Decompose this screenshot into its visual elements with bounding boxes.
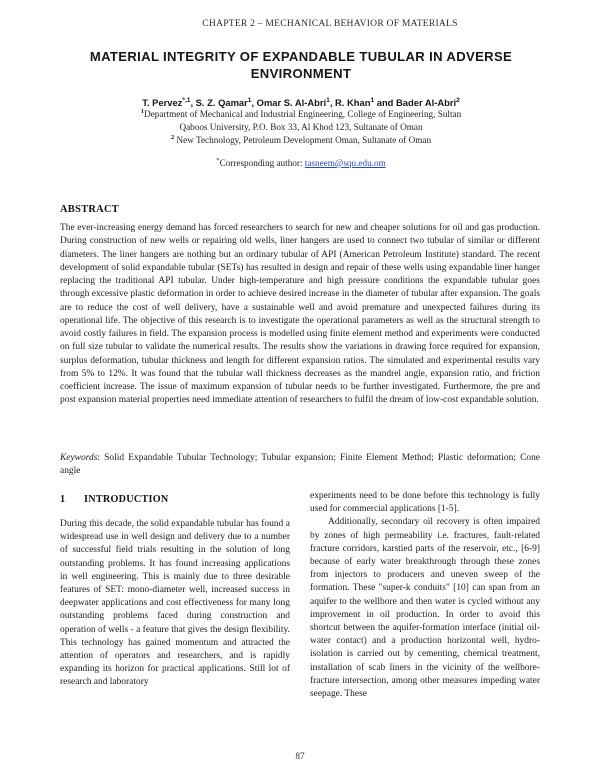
section-heading-introduction	[60, 494, 169, 505]
running-header: CHAPTER 2 – MECHANICAL BEHAVIOR OF MATERIALS	[202, 18, 458, 29]
author-affiliation-mark: 2	[456, 96, 460, 104]
author-name: Omar S. Al-Abri	[256, 97, 327, 108]
affiliation-text: Department of Mechanical and Industrial Engineering, College of Engineering, Sultan	[144, 109, 462, 119]
keywords-line	[60, 452, 540, 479]
abstract-heading: ABSTRACT	[60, 204, 119, 215]
affiliation-block	[62, 108, 540, 147]
section-number: 1	[60, 494, 66, 505]
corresponding-email-link[interactable]: tasneem@squ.edu.om	[304, 158, 386, 168]
paragraph: During this decade, the solid expandable tubular has found a widespread use in well design and delivery due to a number of successful field trials resulting in the solution of long outstanding problems. It has found increasing applications in well engineering. This is mainly due to three desirable features of SET: mono-diameter well, increased success in deepwater applications and cost effectiveness for many long outstanding problems faced during construction and operation of wells - a feature that gives the design flexibility. This technology has gained momentum and attracted the attention of operators and researchers, and is rapidly expanding its horizon for practical applications. Still lot of research and laboratory	[60, 519, 290, 688]
author-entry	[257, 97, 330, 108]
author-name: R. Khan	[335, 97, 371, 108]
affiliation-mark: 2	[170, 133, 175, 141]
section-title: INTRODUCTION	[84, 494, 169, 505]
corresponding-mark: *	[216, 156, 220, 164]
page-title: MATERIAL INTEGRITY OF EXPANDABLE TUBULAR IN ADVERSE ENVIRONMENT	[89, 49, 513, 81]
title-block	[62, 48, 540, 82]
paragraph: Additionally, secondary oil recovery is often impaired by zones of high permeability i.e. fractures, fault-related fracture corridors, karstied parts of the reservoir, etc., [6-9] because of early water breakthrough through these zones from injectors to producers and uneven sweep of the formation. These "super-k conduits" [10] can span from an aquifer to the wellbore and then water is cycled without any improvement in oil production. In order to avoid this shortcut between the aquifer-formation interface (initial oil-water contact) and a production horizontal well, hydro-isolation is carried out by cementing, chemical treatment, installation of scab liners in the vicinity of the wellbore-fracture intersection, among other measures impeding water seepage. These	[310, 517, 540, 700]
author-affiliation-mark: 1	[247, 96, 252, 104]
author-separator: ,	[190, 97, 196, 108]
author-entry	[196, 97, 252, 108]
author-separator: and	[374, 97, 397, 108]
corresponding-label: Corresponding author:	[219, 158, 303, 168]
affiliation-1-line-1	[62, 108, 540, 121]
body-column-right	[310, 490, 540, 701]
keywords-label: Keywords	[60, 453, 98, 463]
author-affiliation-mark: 1	[326, 96, 330, 104]
author-affiliation-mark: *,1	[182, 96, 191, 104]
affiliation-1-line-2: Qaboos University, P.O. Box 33, Al Khod 123, Sultanate of Oman	[179, 122, 423, 132]
author-separator: ,	[329, 97, 336, 108]
abstract-body: The ever-increasing energy demand has forced researchers to search for new and cheaper solutions for oil and gas production. During construction of new wells or repairing old wells, liner hangers are used to connect two tubular of similar or different diameters. The liner hangers are nothing but an ordinary tubular of API (American Petroleum Institute) standard. The recent development of solid expandable tubular (SETs) has resulted in design and repair of these wells using expandable liner hanger replacing the traditional API tubular. Under high-temperature and high pressure conditions the expandable tubular goes through excessive plastic deformation in order to achieve desired increase in the diameter of tubular after expansion. The goals are to reduce the cost of well delivery, have a sustainable well and avoid premature and unexpected failures during its operational life. The objective of this research is to investigate the operational parameters as well as the structural strength to avoid costly failures in field. The expansion process is modelled using finite element method and experiments were conducted on full size tubular to validate the numerical results. The results show the variations in drawing force required for expansion, surplus deformation, tubular thickness and length for different expansion ratios. The simulated and experimental results vary from 5% to 12%. It was found that the tubular wall thickness decreases as the mandrel angle, expansion ratio, and friction coefficient increase. The issue of maximum expansion of tubular needs to be further investigated. Furthermore, the pre and post expansion material properties need immediate attention of researchers to fulfil the dream of low-cost expandable solution.	[60, 223, 540, 406]
paragraph: experiments need to be done before this technology is fully used for commercial applications [1-5].	[310, 491, 540, 515]
author-entry	[335, 97, 374, 108]
keywords-separator: :	[97, 453, 105, 463]
author-entry	[396, 97, 460, 108]
author-name: S. Z. Qamar	[195, 97, 248, 108]
author-separator: ,	[251, 97, 257, 108]
affiliation-mark: 1	[140, 107, 145, 115]
body-column-left	[60, 518, 290, 690]
author-name: T. Pervez	[142, 97, 183, 108]
author-entry	[142, 97, 190, 108]
keywords-text: Solid Expandable Tubular Technology; Tubular expansion; Finite Element Method; Plastic deformation; Cone angle	[60, 453, 540, 477]
author-affiliation-mark: 1	[370, 96, 375, 104]
author-name: Bader Al-Abri	[396, 97, 457, 108]
affiliation-text: New Technology, Petroleum Development Oman, Sultanate of Oman	[176, 135, 432, 145]
page-number: 87	[295, 752, 305, 762]
corresponding-author-line	[62, 158, 540, 168]
affiliation-2-line-1	[62, 134, 540, 147]
